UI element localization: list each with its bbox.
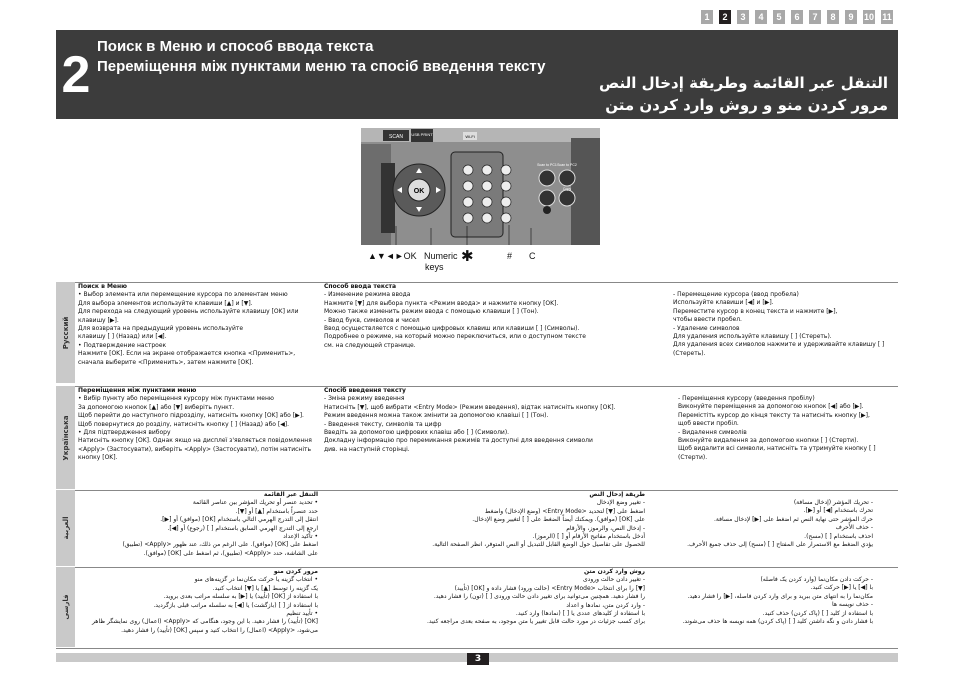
lang-tab-persian: فارسی [56, 567, 75, 647]
ar-cursor-column [663, 499, 873, 549]
text-line: Щоб перейти до наступного підрозділу, натисніть кнопку [OK] або [▶]. [78, 412, 304, 420]
text-line: - حذف نویسه ها [832, 601, 873, 609]
text-line: للحصول على تفاصيل حول الوضع القابل للتبديل أو النص المتوفر، انظر الصفحة التالية. [432, 541, 645, 549]
text-line: با استفاده از کلید [ ] (پاک کردن) حذف کنید. [762, 609, 873, 617]
usb-print-label: USB PRINT [411, 132, 433, 137]
callout-star: ✱ [461, 248, 474, 265]
uk-menu-column: Переміщення між пунктами меню • Вибір пункту або переміщення курсору між пунктами меню За допомогою кнопок [▲] або [▼] виберіть пункт. Щоб перейти до наступного підрозділу, натисніть кнопку [OK] або [▶]. Щоб повернутися до розділу, натисніть кнопку [ ] (Назад) або [◀]. • Для підтвердження вибору Натисніть кнопку [OK]. Однак якщо на дисплеї з'являється повідомлення <Apply> (Застосувати), виберіть <Apply> (Застосувати), потім натисніть кнопку [OK]. [78, 387, 318, 463]
ar-text-entry-column: طريقة إدخال النص - تغيير وضع الإدخال اضغط على [▼] لتحديد <Entry Mode> (وضع الإدخال) واضغط على [OK] (موافق). ويمكنك أيضاً الضغط على [ ] لتغيير وضع الإدخال. - إدخال النص، والرموز، والأرقام أدخل باستخدام مفاتيح الأرقام أو [ ] (الرموز). للحصول على تفاصيل حول الوضع القابل للتبديل أو النص المتوفر، انظر الصفحة التالية. [420, 491, 645, 550]
text-line: می‌شود، <Apply> (اعمال) را انتخاب کنید و سپس [OK] (تأیید) را فشار دهید. [121, 626, 318, 634]
text-line: على الشاشة، حدد <Apply> (تطبيق)، ثم اضغط على [OK] (موافق). [143, 549, 318, 557]
text-line: Щоб повернутися до розділу, натисніть кнопку [ ] (Назад) або [◀]. [78, 420, 290, 428]
ar-menu-column: التنقل عبر القائمة • تحديد عنصر أو تحريك المؤشر بين عناصر القائمة حدد عنصراً باستخدام [▲] أو [▼]. انتقل إلى التدرج الهرمي التالي باستخدام [OK] (موافق) أو [▶]. ارجع إلى التدرج الهرمي السابق باستخدام [ ] (رجوع) أو [◀]. • تأكيد الإعداد اضغط على [OK] (موافق). على الرغم من ذلك، عند ظهور <Apply> (تطبيق) على الشاشة، حدد <Apply> (تطبيق)، ثم اضغط على [OK] (موافق). [100, 491, 318, 558]
text-line: [▼] را برای انتخاب <Entry Mode> (حالت ورود) فشار داده و [OK] (تأیید) [454, 584, 645, 592]
text-line: - حرکت دادن مکان‌نما (وارد کردن یک فاصله) [760, 576, 873, 583]
text-line: • Выбор элемента или перемещение курсора по элементам меню [78, 291, 288, 299]
text-line: Для перехода на следующий уровень используйте клавишу [OK] или [78, 308, 299, 316]
title-persian: مرور کردن منو و روش وارد کردن متن [605, 96, 888, 114]
text-line: - Зміна режиму введення [324, 395, 405, 403]
uk-text-entry-column: Спосіб введення тексту - Зміна режиму введення Натисніть [▼], щоб вибрати <Entry Mode> (Режим введення), відтак натисніть кнопку [OK]. Режим введення можна також змінити за допомогою клавіші [ ] (Тон). - Введення тексту, символів та цифр Введіть за допомогою цифрових клавіш або [ ] (Символи). Докладну інформацію про перемикання режимів та доступні для введення символи див. на наступній сторінці. [324, 387, 654, 454]
text-line: Можно также изменить режим ввода с помощью клавиши [ ] (Тон). [324, 308, 539, 316]
text-line: ارجع إلى التدرج الهرمي السابق باستخدام [ ] (رجوع) أو [◀]. [167, 524, 318, 532]
text-line: Для удаления всех символов нажмите и удерживайте клавишу [ ] [673, 341, 885, 349]
text-line: см. на следующей странице. [324, 341, 416, 349]
text-line: احذف باستخدام [ ] (مسح). [804, 532, 873, 540]
wifi-label: Wi-Fi [465, 134, 475, 139]
text-line: Перемістіть курсор до кінця тексту та натисніть кнопку [▶], [678, 411, 870, 419]
fa-menu-column: مرور کردن منو • انتخاب گزینه یا حرکت مکان‌نما در گزینه‌های منو یک گزینه را توسط [▲] یا [▼] انتخاب کنید. با استفاده از [OK] (تأیید) یا [▶] به سلسله مراتب بعدی بروید. با استفاده از [ ] (بازگشت) یا [◀] به سلسله مراتب قبلی بازگردید. • تأیید تنظیم [OK] (تأیید) را فشار دهید. با این وجود، هنگامی که <Apply> (اعمال) روی نمایشگر ظاهر می‌شود، <Apply> (اعمال) را انتخاب کنید و سپس [OK] (تأیید) را فشار دهید. [92, 568, 318, 634]
title-ukrainian: Переміщення між пунктами меню та спосіб введення тексту [97, 58, 546, 75]
text-line: див. на наступній сторінці. [324, 445, 410, 453]
text-line: - Ввод букв, символов и чисел [324, 316, 420, 324]
control-panel-illustration [361, 128, 600, 245]
text-line: با [◀] یا [▶] حرکت کنید. [810, 584, 873, 592]
text-line: تحرك باستخدام [◀] أو [▶]. [803, 507, 873, 515]
text-line: - Введення тексту, символів та цифр [324, 420, 442, 428]
text-line: Натисніть [▼], щоб вибрати <Entry Mode> (Режим введення), відтак натисніть кнопку [OK]. [324, 403, 616, 411]
title-arabic: التنقل عبر القائمة وطريقة إدخال النص [599, 74, 888, 92]
text-line: اضغط على [OK] (موافق). على الرغم من ذلك، عند ظهور <Apply> (تطبيق) [122, 541, 318, 549]
title-russian: Поиск в Меню и способ ввода текста [97, 38, 374, 55]
text-line: يؤدي الضغط مع الاستمرار على المفتاح [ ] (مسح) إلى حذف جميع الأحرف. [687, 541, 873, 549]
page-nav-item[interactable]: 10 [863, 12, 874, 22]
uk-cursor-column [678, 395, 898, 462]
text-line: чтобы ввести пробел. [673, 316, 742, 324]
text-line: - تغییر دادن حالت ورودی [582, 576, 645, 584]
page-nav-item[interactable]: 4 [755, 10, 767, 24]
text-line: Докладну інформацію про перемикання режимів та доступні для введення символи [324, 437, 593, 445]
text-line: клавишу [▶]. [78, 316, 119, 324]
page-nav-item[interactable]: 8 [827, 10, 839, 24]
text-line: - Видалення символів [678, 428, 747, 436]
page-nav-item[interactable]: 7 [809, 10, 821, 24]
text-line: Натисніть кнопку [OK]. Однак якщо на дисплеї з'являється повідомлення [78, 437, 312, 445]
callout-c: C [529, 251, 536, 261]
text-line: Для выбора элементов используйте клавиши [▲] и [▼]. [78, 299, 253, 307]
text-line: • تأكيد الإعداد [283, 533, 318, 541]
text-line: Нажмите [OK]. Если на экране отображается кнопка <Применить>, [78, 350, 296, 358]
text-line: حدد عنصراً باستخدام [▲] أو [▼]. [235, 507, 318, 515]
text-line: сначала выберите <Применить>, затем нажмите [OK]. [78, 358, 254, 366]
text-line: انتقل إلى التدرج الهرمي التالي باستخدام [OK] (موافق) أو [▶]. [160, 516, 318, 524]
scan-pc1-label: Scan to PC1 [537, 163, 557, 167]
text-line: مکان‌نما را به انتهای متن ببرید و برای وارد کردن فاصله، [▶] را فشار دهید. [687, 592, 873, 600]
text-line: Подробнее о режиме, на который можно переключиться, или о доступном тексте [324, 333, 586, 341]
text-line: Режим введення можна також змінити за допомогою клавіші [ ] (Тон). [324, 412, 549, 420]
ok-label: OK [413, 188, 425, 195]
fa-text-entry-column: روش وارد کردن متن - تغییر دادن حالت ورودی [▼] را برای انتخاب <Entry Mode> (حالت ورود) فشار داده و [OK] (تأیید) را فشار دهید. همچنین می‌توانید برای تغییر دادن حالت ورودی [ ] (تون) را فشار دهید. - وارد کردن متن، نمادها و اعداد با استفاده از کلیدهای عددی یا [ ] (نمادها) وارد کنید. برای کسب جزئیات در مورد حالت قابل تغییر یا متن موجود، به صفحه بعدی مراجعه کنید. [420, 568, 645, 627]
text-line: - Перемещение курсора (ввод пробела) [673, 291, 799, 298]
text-line: - تحريك المؤشر (إدخال مسافة) [793, 499, 873, 506]
text-line: - Изменение режима ввода [324, 291, 411, 299]
text-line: • تأیید تنظیم [286, 610, 318, 618]
page-number: 3 [467, 653, 489, 665]
text-line: اضغط على [▼] لتحديد <Entry Mode> (وضع الإدخال) واضغط [484, 507, 645, 515]
fa-cursor-column [663, 576, 873, 626]
scan-pc2-label: Scan to PC2 [557, 163, 577, 167]
callout-hash: # [507, 251, 513, 261]
text-line: على [OK] (موافق). ويمكنك أيضاً الضغط على [ ] لتغيير وضع الإدخال. [472, 516, 645, 524]
text-line: - Удаление символов [673, 324, 740, 332]
text-line: Ввод осуществляется с помощью цифровых клавиш или клавиши [ ] (Символы). [324, 325, 580, 333]
text-line: • Подтверждение настроек [78, 341, 167, 349]
text-line: За допомогою кнопок [▲] або [▼] виберіть пункт. [78, 403, 235, 411]
page-nav-item[interactable]: 5 [773, 10, 785, 24]
text-line: [OK] (تأیید) را فشار دهید. با این وجود، هنگامی که <Apply> (اعمال) روی نمایشگر ظاهر [92, 618, 318, 626]
page-nav-item[interactable]: 3 [737, 10, 749, 24]
ru-cursor-column [673, 291, 898, 358]
text-line: Щоб видалити всі символи, натисніть та утримуйте кнопку [ ] [678, 445, 876, 453]
text-line: (Стереть). [673, 349, 706, 357]
callout-numeric: Numeric [424, 251, 458, 261]
text-line: кнопку [OK]. [78, 454, 118, 462]
text-line: با استفاده از کلیدهای عددی یا [ ] (نمادها) وارد کنید. [515, 610, 645, 618]
text-line: - إدخال النص، والرموز، والأرقام [566, 524, 645, 532]
page-nav-item[interactable]: 9 [845, 10, 857, 24]
callout-keys: keys [425, 262, 444, 272]
text-line: أدخل باستخدام مفاتيح الأرقام أو [ ] (الرموز). [532, 533, 645, 541]
callout-arrows-ok: ▲▼◄►OK [368, 251, 417, 261]
text-line: Используйте клавиши [◀] и [▶]. [673, 299, 774, 307]
text-line: Для удаления используйте клавишу [ ] (Стереть). [673, 333, 832, 341]
lang-tab-arabic: العربية [56, 490, 75, 566]
text-line: برای کسب جزئیات در مورد حالت قابل تغییر یا متن موجود، به صفحه بعدی مراجعه کنید. [426, 618, 645, 626]
text-line: - تغيير وضع الإدخال [596, 499, 645, 507]
text-line: با استفاده از [ ] (بازگشت) یا [◀] به سلسله مراتب قبلی بازگردید. [153, 601, 318, 609]
text-line: Виконуйте переміщення за допомогою кнопок [◀] або [▶]. [678, 403, 864, 411]
text-line: با استفاده از [OK] (تأیید) یا [▶] به سلسله مراتب بعدی بروید. [163, 593, 318, 601]
text-line: • انتخاب گزینه یا حرکت مکان‌نما در گزینه‌های منو [194, 576, 318, 584]
text-line: - Переміщення курсору (введення пробілу) [678, 395, 815, 402]
text-line: Переместите курсор в конец текста и нажмите [▶], [673, 307, 838, 315]
page-nav-item[interactable]: 2 [719, 10, 731, 24]
ru-text-entry-column: Способ ввода текста - Изменение режима ввода Нажмите [▼] для выбора пункта <Режим ввода> и нажмите кнопку [OK]. Можно также изменить режим ввода с помощью клавиши [ ] (Тон). - Ввод букв, символов и чисел Ввод осуществляется с помощью цифровых клавиш или клавиши [ ] (Символы). Подробнее о режиме, на который можно переключиться, или о доступном тексте см. на следующей странице. [324, 283, 644, 350]
text-line: • Вибір пункту або переміщення курсору між пунктами меню [78, 395, 274, 403]
text-line: • تحديد عنصر أو تحريك المؤشر بين عناصر القائمة [192, 499, 318, 507]
text-line: Для возврата на предыдущий уровень используйте [78, 325, 244, 333]
text-line: با فشار دادن و نگه داشتن کلید [ ] (پاک کردن) همه نویسه ها حذف می‌شوند. [682, 618, 873, 626]
text-line: Нажмите [▼] для выбора пункта <Режим ввода> и нажмите кнопку [OK]. [324, 299, 559, 307]
lang-tab-russian: Русский [56, 282, 75, 383]
text-line: Введіть за допомогою цифрових клавіш або [ ] (Символи). [324, 429, 510, 437]
text-line: را فشار دهید. همچنین می‌توانید برای تغییر دادن حالت ورودی [ ] (تون) را فشار دهید. [433, 593, 645, 601]
lang-tab-ukrainian: Українська [56, 386, 75, 489]
page-navigation [701, 10, 893, 24]
text-line: - حذف الأحرف [835, 524, 873, 532]
text-line: клавишу [ ] (Назад) или [◀]. [78, 333, 167, 341]
scan-label: SCAN [389, 134, 403, 140]
page-nav-item[interactable]: 11 [882, 12, 892, 22]
text-line: щоб ввести пробіл. [678, 420, 739, 428]
text-line: حرك المؤشر حتى نهاية النص ثم اضغط على [▶] لإدخال مسافة. [713, 515, 873, 523]
text-line: (Стерти). [678, 453, 708, 461]
copy-label: Copy [562, 187, 572, 191]
text-line: • Для підтвердження вибору [78, 429, 171, 437]
page-nav-item[interactable]: 6 [791, 10, 803, 24]
panel-callouts [361, 246, 601, 276]
text-line: - وارد کردن متن، نمادها و اعداد [566, 601, 645, 609]
text-line: <Apply> (Застосувати), виберіть <Apply> (Застосувати), потім натисніть [78, 445, 312, 453]
ru-menu-column: Поиск в Меню • Выбор элемента или перемещение курсора по элементам меню Для выбора элементов используйте клавиши [▲] и [▼]. Для перехода на следующий уровень используйте клавишу [OK] или клавишу [▶]. Для возврата на предыдущий уровень используйте клавишу [ ] (Назад) или [◀]. • Подтверждение настроек Нажмите [OK]. Если на экране отображается кнопка <Применить>, сначала выберите <Применить>, затем нажмите [OK]. [78, 283, 318, 367]
section-number: 2 [61, 46, 91, 104]
page-nav-item[interactable]: 1 [701, 10, 713, 24]
text-line: یک گزینه را توسط [▲] یا [▼] انتخاب کنید. [212, 584, 318, 592]
text-line: Виконуйте видалення за допомогою кнопки [ ] (Стерти). [678, 437, 859, 445]
